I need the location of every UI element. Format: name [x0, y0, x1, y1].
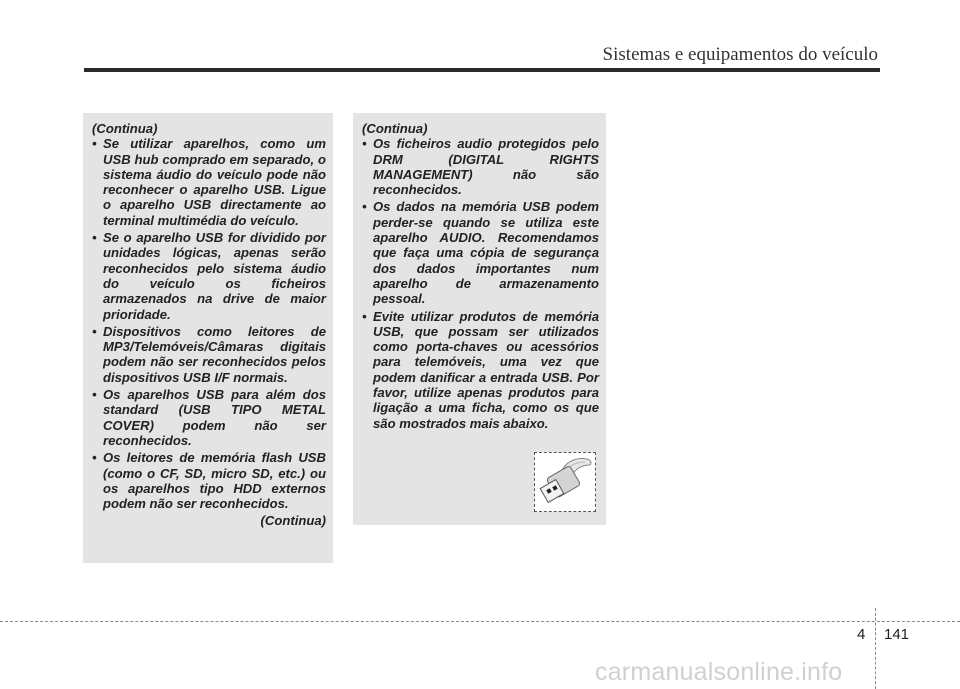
page-number: 141 — [884, 626, 910, 643]
list-item: • Se utilizar aparelhos, como um USB hub comprado em separado, o sistema áudio do veículo pode não reconhecer o aparelho USB. Ligue o aparelho USB directamente ao terminal multimédia do veículo. — [92, 136, 326, 228]
list-item: • Os leitores de memória flash USB (como o CF, SD, micro SD, etc.) ou os aparelhos tipo HDD externos podem não ser reconhecidos. — [92, 450, 326, 511]
right-note-box — [353, 113, 606, 525]
watermark-text: carmanualsonline.info — [595, 658, 843, 686]
continued-label-end: (Continua) — [260, 513, 326, 529]
page-header-title: Sistemas e equipamentos do veículo — [602, 44, 878, 65]
list-item: • Evite utilizar produtos de memória USB, que possam ser utilizados como porta-chaves ou acessórios para telemóveis, uma vez que podem danificar a entrada USB. Por favor, utilize apenas produtos para ligação a uma ficha, como os que são mostrados mais abaixo. — [362, 309, 599, 431]
list-item: • Os aparelhos USB para além dos standard (USB TIPO METAL COVER) podem não ser reconhecidos. — [92, 387, 326, 448]
list-item: • Os dados na memória USB podem perder-se quando se utiliza este aparelho AUDIO. Recomendamos que faça uma cópia de segurança dos dados importantes num aparelho de armazenamento pessoal. — [362, 199, 599, 306]
footer-rule — [0, 621, 960, 622]
footer-divider — [875, 608, 876, 689]
continued-label: (Continua) — [362, 121, 428, 136]
usb-flash-drive-icon — [535, 453, 595, 511]
list-item: • Os ficheiros audio protegidos pelo DRM (DIGITAL RIGHTS MANAGEMENT) não são reconhecidos. — [362, 136, 599, 197]
list-item: • Se o aparelho USB for dividido por unidades lógicas, apenas serão reconhecidos pelo sistema áudio do veículo os ficheiros armazenados na drive de maior prioridade. — [92, 230, 326, 322]
left-note-box — [83, 113, 333, 563]
header-rule — [84, 68, 880, 72]
continued-label: (Continua) — [92, 121, 158, 136]
list-item: • Dispositivos como leitores de MP3/Telemóveis/Câmaras digitais podem não ser reconhecidos pelos dispositivos USB I/F normais. — [92, 324, 326, 385]
left-bullet-list — [92, 136, 326, 511]
usb-flash-drive-illustration — [534, 452, 596, 512]
right-bullet-list — [362, 136, 599, 431]
chapter-number: 4 — [857, 626, 866, 643]
